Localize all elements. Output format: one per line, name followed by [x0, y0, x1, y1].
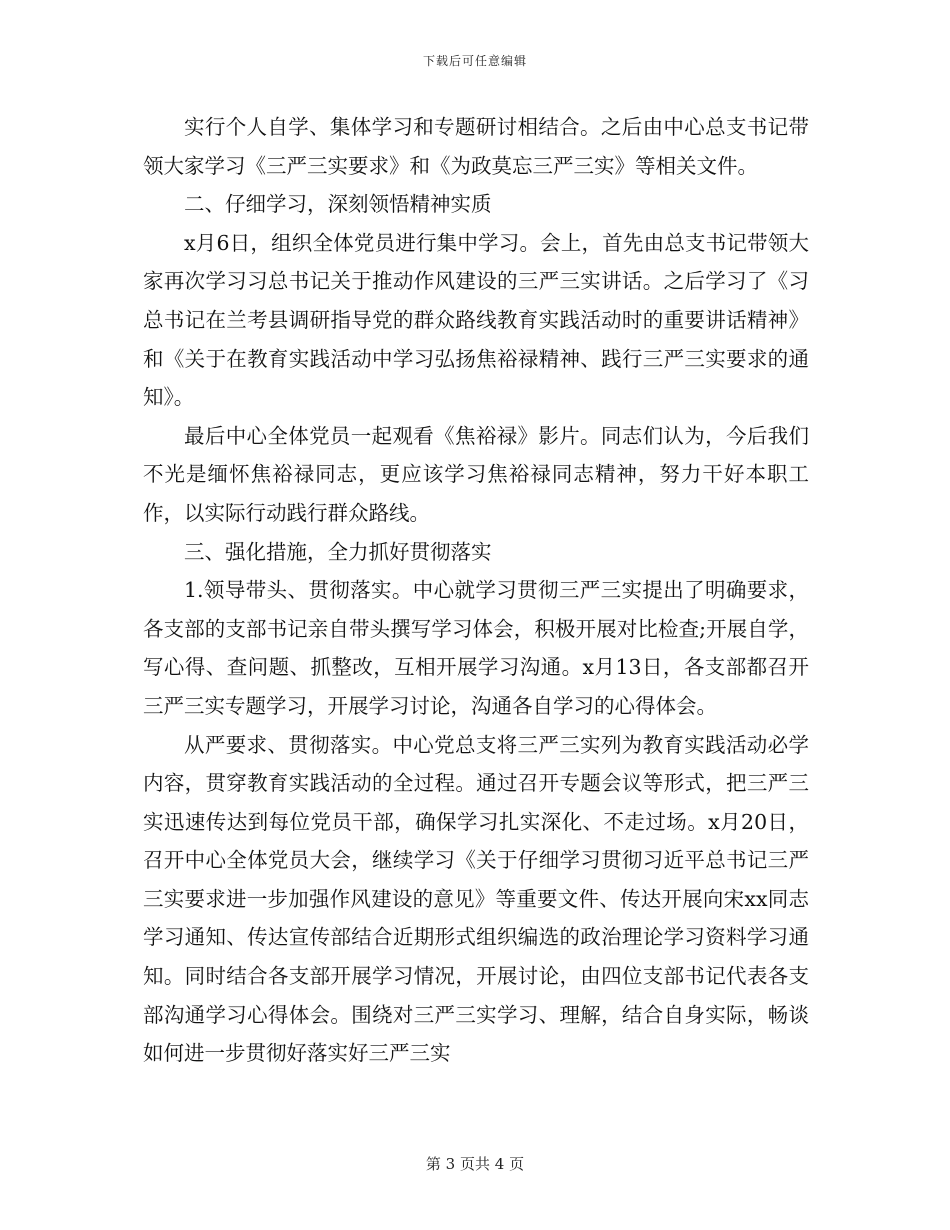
section-heading-3: 三、强化措施，全力抓好贯彻落实 — [184, 539, 492, 564]
paragraph-5: 从严要求、贯彻落实。中心党总支将三严三实列为教育实践活动必学内容，贯穿教育实践活动的全过程。通过召开专题会议等形式，把三严三实迅速传达到每位党员干部，确保学习扎实深化、不走过场。x月20日，召开中心全体党员大会，继续学习《关于仔细学习贯彻习近平总书记三严三实要求进一步加强作风建设的意见》等重要文件、传达开展向宋xx同志学习通知、传达宣传部结合近期形式组织编选的政治理论学习资料学习通知。同时结合各支部开展学习情况，开展讨论，由四位支部书记代表各支部沟通学习心得体会。围绕对三严三实学习、理解，结合自身实际，畅谈如何进一步贯彻好落实好三严三实 — [143, 732, 809, 1066]
paragraph-2: x月6日，组织全体党员进行集中学习。会上，首先由总支书记带领大家再次学习习总书记关于推动作风建设的三严三实讲话。之后学习了《习总书记在兰考县调研指导党的群众路线教育实践活动时的重要讲话精神》和《关于在教育实践活动中学习弘扬焦裕禄精神、践行三严三实要求的通知》。 — [143, 230, 809, 410]
page-header — [0, 52, 950, 69]
paragraph-4: 1.领导带头、贯彻落实。中心就学习贯彻三严三实提出了明确要求，各支部的支部书记亲自带头撰写学习体会，积极开展对比检查;开展自学，写心得、查问题、抓整改，互相开展学习沟通。x月13日，各支部都召开三严三实专题学习，开展学习讨论，沟通各自学习的心得体会。 — [143, 578, 809, 718]
page-number: 第 3 页共 4 页 — [425, 1155, 525, 1173]
paragraph-3: 最后中心全体党员一起观看《焦裕禄》影片。同志们认为，今后我们不光是缅怀焦裕禄同志，更应该学习焦裕禄同志精神，努力干好本职工作，以实际行动践行群众路线。 — [143, 423, 809, 525]
header-note: 下载后可任意编辑 — [422, 54, 527, 68]
document-body — [143, 108, 809, 1073]
page-footer — [0, 1153, 950, 1174]
section-heading-2: 二、仔细学习，深刻领悟精神实质 — [184, 192, 492, 217]
paragraph-1: 实行个人自学、集体学习和专题研讨相结合。之后由中心总支书记带领大家学习《三严三实要求》和《为政莫忘三严三实》等相关文件。 — [143, 115, 809, 178]
